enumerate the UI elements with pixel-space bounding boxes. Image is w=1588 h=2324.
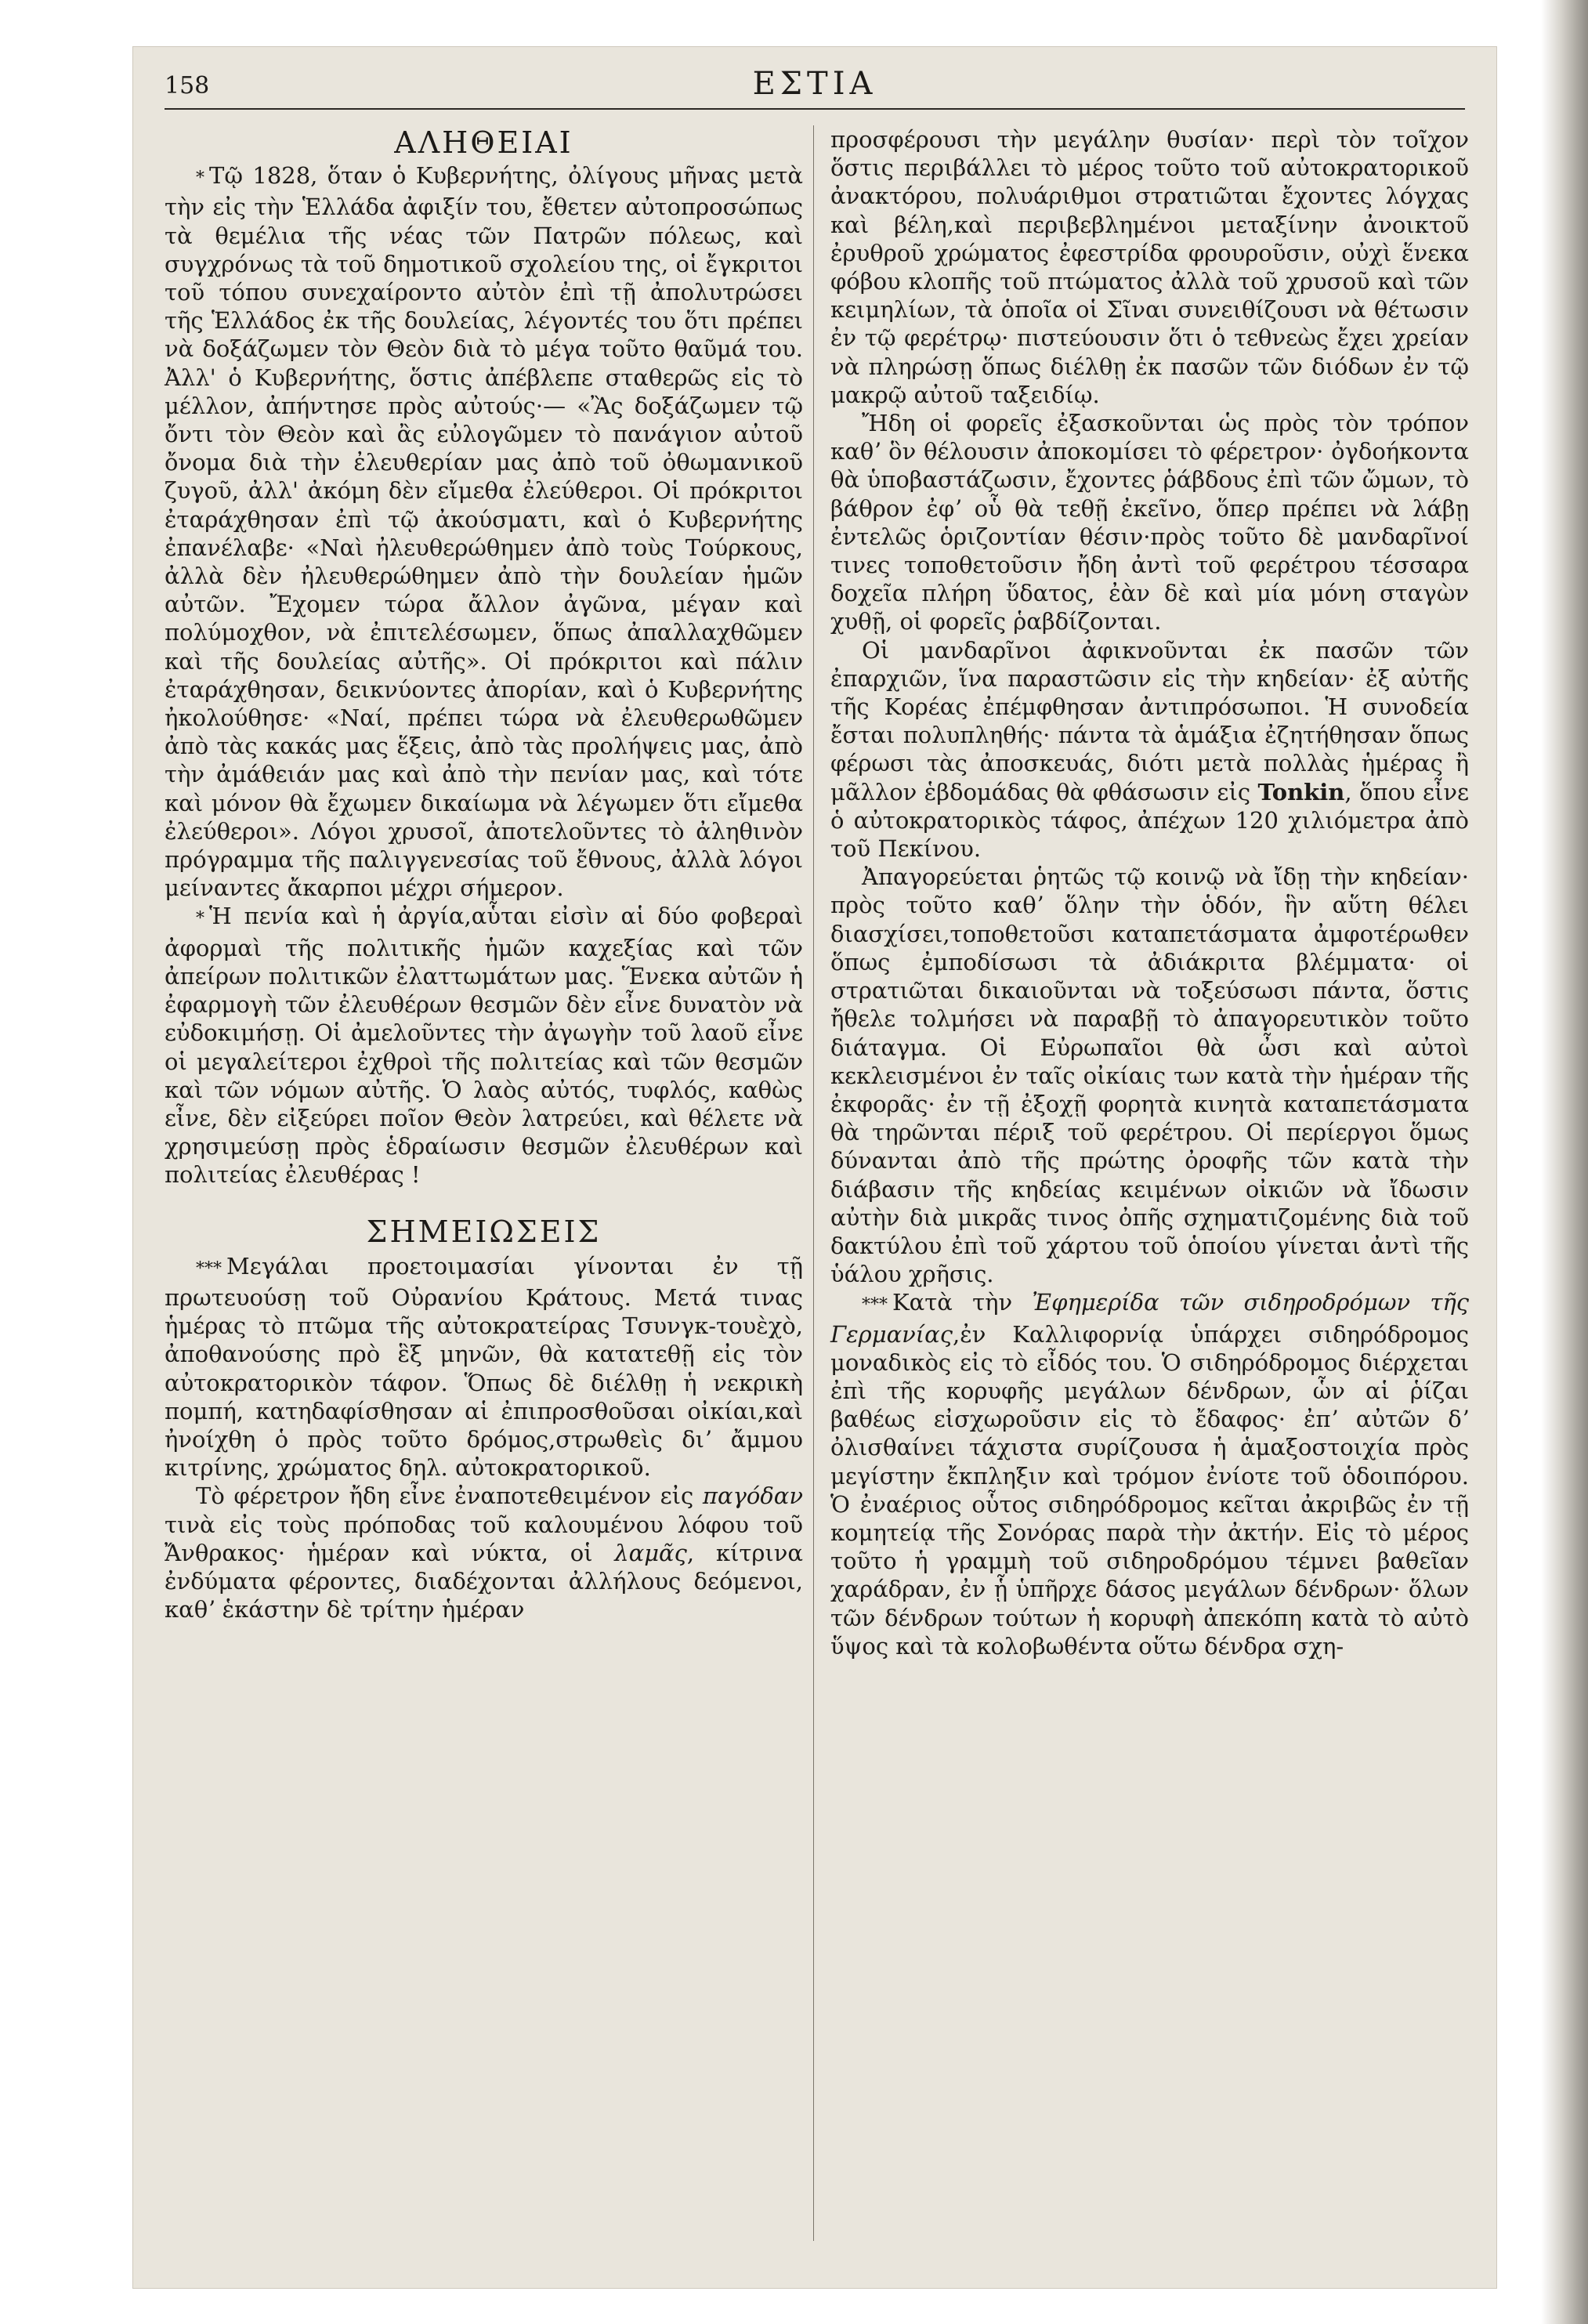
paragraph-text: Ἡ πενία καὶ ἡ ἀργία,αὗται εἰσὶν αἱ δύο φοβεραὶ ἀφορμαὶ τῆς πολιτικῆς ἡμῶν καχεξίας καὶ τῶν ἀπείρων πολιτικῶν ἐλαττωμάτων μας. Ἕνεκα αὐτῶν ἡ ἐφαρμογὴ τῶν ἐλευθέρων θεσμῶν δὲν εἶνε δυνατὸν νὰ εὐδοκιμήσῃ. Οἱ ἀμελοῦντες τὴν ἀγωγὴν τοῦ λαοῦ εἶνε οἱ μεγαλείτεροι ἐχθροὶ τῆς πολιτείας καὶ τῶν θεσμῶν καὶ τῶν νόμων αὐτῆς. Ὁ λαὸς αὐτός, τυφλός, καθὼς εἶνε, δὲν εἰξεύρει ποῖον Θεὸν λατρεύει, καὶ θέλετε νὰ χρησιμεύσῃ πρὸς ἑδραίωσιν θεσμῶν ἐλευθέρων καὶ πολιτείας ἐλευθέρας ! (165, 903, 803, 1189)
article-heading: ΑΛΗΘΕΙΑΙ (394, 125, 573, 160)
paragraph (165, 902, 803, 1189)
paragraph (165, 1482, 803, 1624)
bold-term: Tonkin (1257, 778, 1345, 805)
asterism-mark: * (196, 909, 204, 929)
note-mark: *** (862, 1295, 888, 1316)
section-heading: ΣΗΜΕΙΩΣΕΙΣ (366, 1214, 602, 1249)
paragraph-text: Ἀπαγορεύεται ῥητῶς τῷ κοινῷ νὰ ἴδῃ τὴν κηδείαν· πρὸς τοῦτο καθʼ ὅλην τὴν ὁδόν, ἣν αὕτη θέλει διασχίσει,τοποθετοῦσι καταπετάσματα ἀμφοτέρωθεν ὅπως ἐμποδίσωσι τὰ ἀδιάκριτα βλέμματα· οἱ στρατιῶται δικαιοῦνται νὰ τοξεύσωσι πάντα, ὅστις ἤθελε τολμήσει νὰ παραβῇ τὸ ἀπαγορευτικὸν τοῦτο διάταγμα. Οἱ Εὐρωπαῖοι θὰ ὦσι καὶ αὐτοὶ κεκλεισμένοι ἐν ταῖς οἰκίαις των κατὰ τὴν ἡμέραν τῆς ἐκφορᾶς· ἐν τῇ ἐξοχῇ φορητὰ κινητὰ καταπετάσματα θὰ τηρῶνται πέριξ τοῦ φερέτρου. Οἱ περίεργοι ὅμως δύνανται ἀπὸ τῆς πρώτης ὀροφῆς τῶν κατὰ τὴν διάβασιν τῆς κηδείας κειμένων οἰκιῶν νὰ ἴδωσιν αὐτὴν διὰ μικρᾶς τινος ὀπῆς σχηματιζομένης διὰ τοῦ δακτύλου ἐπὶ τοῦ χάρτου τοῦ ὁποίου γίνεται ἀντὶ τῆς ὑάλου χρῆσις. (830, 863, 1469, 1288)
note-mark: *** (196, 1258, 222, 1279)
paragraph (830, 409, 1469, 636)
paragraph-text: Ἤδη οἱ φορεῖς ἐξασκοῦνται ὡς πρὸς τὸν τρόπον καθʼ ὃν θέλουσιν ἀποκομίσει τὸ φέρετρον· ὀγδοήκοντα θὰ ὑποβαστάζωσιν, ἔχοντες ῥάβδους ἐπὶ τῶν ὤμων, τὸ βάθρον ἐφʼ οὗ θὰ τεθῇ ἐκεῖνο, ὅπερ πρέπει νὰ λάβῃ ἐντελῶς ὁριζοντίαν θέσιν·πρὸς τοῦτο δὲ μανδαρῖνοί τινες τοποθετοῦσιν ἤδη ἀντὶ τοῦ φερέτρου τέσσαρα δοχεῖα πλήρη ὕδατος, ἐὰν δὲ καὶ μία μόνη σταγὼν χυθῇ, οἱ φορεῖς ῥαβδίζονται. (830, 410, 1469, 635)
page-number: 158 (165, 72, 210, 100)
italic-term: Ἐφημερίδα τῶν σιδηροδρόμων τῆς Γερμανίας (830, 1289, 1469, 1348)
page-header (165, 58, 1465, 110)
paragraph-text: προσφέρουσι τὴν μεγάλην θυσίαν· περὶ τὸν τοῖχον ὅστις περιβάλλει τὸ μέρος τοῦτο τοῦ αὐτοκρατορικοῦ ἀνακτόρου, πολυάριθμοι στρατιῶται ἔχοντες λόγχας καὶ βέλη,καὶ περιβεβλημένοι μεταξίνην ἀνοικτοῦ ἐρυθροῦ χρώματος ἐφεστρίδα φρουροῦσιν, οὐχὶ ἕνεκα φόβου κλοπῆς τοῦ πτώματος ἀλλὰ τοῦ χρυσοῦ καὶ τῶν κειμηλίων, τὰ ὁποῖα οἱ Σῖναι συνειθίζουσι νὰ θέτωσιν ἐν τῷ φερέτρῳ· πιστεύουσιν ὅτι ὁ τεθνεὼς ἔχει χρείαν νὰ πληρώσῃ ὅπως διέλθῃ ἐκ πασῶν τῶν διόδων ἐν τῷ μακρῷ αὐτοῦ ταξειδίῳ. (830, 126, 1469, 408)
italic-term: λαμᾶς (614, 1539, 687, 1566)
paragraph (165, 161, 803, 902)
paragraph-text: Μεγάλαι προετοιμασίαι γίνονται ἐν τῇ πρωτευούσῃ τοῦ Οὐρανίου Κράτους. Μετά τινας ἡμέρας τὸ πτῶμα τῆς αὐτοκρατείρας Τσυνγκ-τουὲχὸ, ἀποθανούσης πρὸ ἓξ μηνῶν, θὰ κατατεθῇ εἰς τὸν αὐτοκρατορικὸν τάφον. Ὅπως δὲ διέλθῃ ἡ νεκρικὴ πομπή, κατηδαφίσθησαν αἱ ἐπιπροσθοῦσαι οἰκίαι,καὶ ἠνοίχθη ὁ πρὸς τοῦτο δρόμος,στρωθεὶς διʼ ἄμμου κιτρίνης, χρώματος δηλ. αὐτοκρατορικοῦ. (165, 1252, 803, 1482)
paragraph (830, 1288, 1469, 1660)
right-column (830, 125, 1469, 1660)
paragraph (165, 1252, 803, 1482)
book-gutter-shadow (1541, 0, 1588, 2324)
left-column (165, 125, 803, 1624)
asterism-mark: * (196, 168, 204, 189)
paragraph-text: , κίτρινα ἐνδύματα φέροντες, διαδέχονται ἀλλήλους δεόμενοι, καθʼ ἑκάστην δὲ τρίτην ἡμέραν (165, 1539, 803, 1624)
paragraph-text: , ὅπου εἶνε ὁ αὐτοκρατορικὸς τάφος, ἀπέχων 120 χιλιόμετρα ἀπὸ τοῦ Πεκίνου. (830, 778, 1469, 863)
paragraph (830, 863, 1469, 1288)
paragraph-text: Τῷ 1828, ὅταν ὁ Κυβερνήτης, ὀλίγους μῆνας μετὰ τὴν εἰς τὴν Ἑλλάδα ἀφιξίν του, ἔθετεν αὐτοπροσώπως τὰ θεμέλια τῆς νέας τῶν Πατρῶν πόλεως, καὶ συγχρόνως τὰ τοῦ δημοτικοῦ σχολείου της, οἱ ἔγκριτοι τοῦ τόπου συνεχαίροντο αὐτὸν ἐπὶ τῇ ἀπολυτρώσει τῆς Ἑλλάδος ἐκ τῆς δουλείας, λέγοντές του ὅτι πρέπει νὰ δοξάζωμεν τὸν Θεὸν διὰ τὸ μέγα τοῦτο θαῦμά του. Ἀλλ' ὁ Κυβερνήτης, ὅστις ἀπέβλεπε σταθερῶς εἰς τὸ μέλλον, ἀπήντησε πρὸς αὐτούς·— «Ἂς δοξάζωμεν τῷ ὄντι τὸν Θεὸν καὶ ἂς εὐλογῶμεν τὸ πανάγιον αὐτοῦ ὄνομα διὰ τὴν ἐλευθερίαν μας ἀπὸ τοῦ ὀθωμανικοῦ ζυγοῦ, ἀλλ' ἀκόμη δὲν εἴμεθα ἐλεύθεροι. Οἱ πρόκριτοι ἐταράχθησαν ἐπὶ τῷ ἀκούσματι, καὶ ὁ Κυβερνήτης ἐπανέλαβε· «Ναὶ ἠλευθερώθημεν ἀπὸ τοὺς Τούρκους, ἀλλὰ δὲν ἠλευθερώθημεν ἀπὸ τὴν δουλείαν ἡμῶν αὐτῶν. Ἔχομεν τώρα ἄλλον ἀγῶνα, μέγαν καὶ πολύμοχθον, νὰ ἐπιτελέσωμεν, ὅπως ἀπαλλαχθῶμεν καὶ τῆς δουλείας αὐτῆς». Οἱ πρόκριτοι καὶ πάλιν ἐταράχθησαν, δεικνύοντες ἀπορίαν, καὶ ὁ Κυβερνήτης ἠκολούθησε· «Ναί, πρέπει τώρα νὰ ἐλευθερωθῶμεν ἀπὸ τὰς κακάς μας ἕξεις, ἀπὸ τὰς προλήψεις μας, ἀπὸ τὴν ἀμάθειάν μας καὶ ἀπὸ τὴν πενίαν μας, καὶ τότε καὶ μόνον θὰ ἔχωμεν δικαίωμα νὰ λέγωμεν ὅτι εἴμεθα ἐλεύθεροι». Λόγοι χρυσοῖ, ἀποτελοῦντες τὸ ἀληθινὸν πρόγραμμα τῆς παλιγγενεσίας τοῦ ἔθνους, ἀλλὰ λόγοι μείναντες ἄκαρποι μέχρι σήμερον. (165, 162, 803, 902)
running-title: ΕΣΤΙΑ (752, 66, 877, 102)
paragraph-text: Κατὰ τὴν (892, 1289, 1033, 1316)
newspaper-page (133, 47, 1496, 2288)
paragraph-text: ,ἐν Καλλιφορνίᾳ ὑπάρχει σιδηρόδρομος μοναδικὸς εἰς τὸ εἶδός του. Ὁ σιδηρόδρομος διέρχεται ἐπὶ τῆς κορυφῆς μεγάλων δένδρων, ὧν αἱ ῥίζαι βαθέως εἰσχωροῦσιν εἰς τὸ ἔδαφος· ἐπʼ αὐτῶν δʼ ὀλισθαίνει τάχιστα συρίζουσα ἡ ἁμαξοστοιχία πρὸς μεγίστην ἔκπληξιν καὶ τρόμον ἐνίοτε τοῦ ὁδοιπόρου. Ὁ ἐναέριος οὗτος σιδηρόδρομος κεῖται ἀκριβῶς ἐν τῇ κομητείᾳ τῆς Σονόρας παρὰ τὴν ἀκτήν. Εἰς τὸ μέρος τοῦτο ἡ γραμμὴ τοῦ σιδηροδρόμου τέμνει βαθεῖαν χαράδραν, ἐν ᾗ ὑπῆρχε δάσος μεγάλων δένδρων· ὅλων τῶν δένδρων τούτων ἡ κορυφὴ ἀπεκόπη κατὰ τὸ αὐτὸ ὕψος καὶ τὰ κολοβωθέντα οὕτω δένδρα σχη- (830, 1320, 1469, 1660)
italic-term: παγόδαν (702, 1482, 803, 1510)
paragraph (830, 125, 1469, 409)
paragraph (830, 636, 1469, 863)
paragraph-text: Τὸ φέρετρον ἤδη εἶνε ἐναποτεθειμένον εἰς (196, 1482, 703, 1510)
paragraph-text: τινὰ εἰς τοὺς πρόποδας τοῦ καλουμένου λόφου τοῦ Ἄνθρακος· ἡμέραν καὶ νύκτα, οἱ (165, 1511, 803, 1566)
column-divider (813, 125, 814, 2241)
paragraph-text: Οἱ μανδαρῖνοι ἀφικνοῦνται ἐκ πασῶν τῶν ἐπαρχιῶν, ἵνα παραστῶσιν εἰς τὴν κηδείαν· ἐξ αὐτῆς τῆς Κορέας ἐπέμφθησαν ἀντιπρόσωποι. Ἡ συνοδεία ἔσται πολυπληθής· πάντα τὰ ἁμάξια ἐζητήθησαν ὅπως φέρωσι τὰς ἀποσκευάς, διότι μετὰ πολλὰς ἡμέρας ἢ μᾶλλον ἑβδομάδας θὰ φθάσωσιν εἰς (830, 636, 1469, 805)
